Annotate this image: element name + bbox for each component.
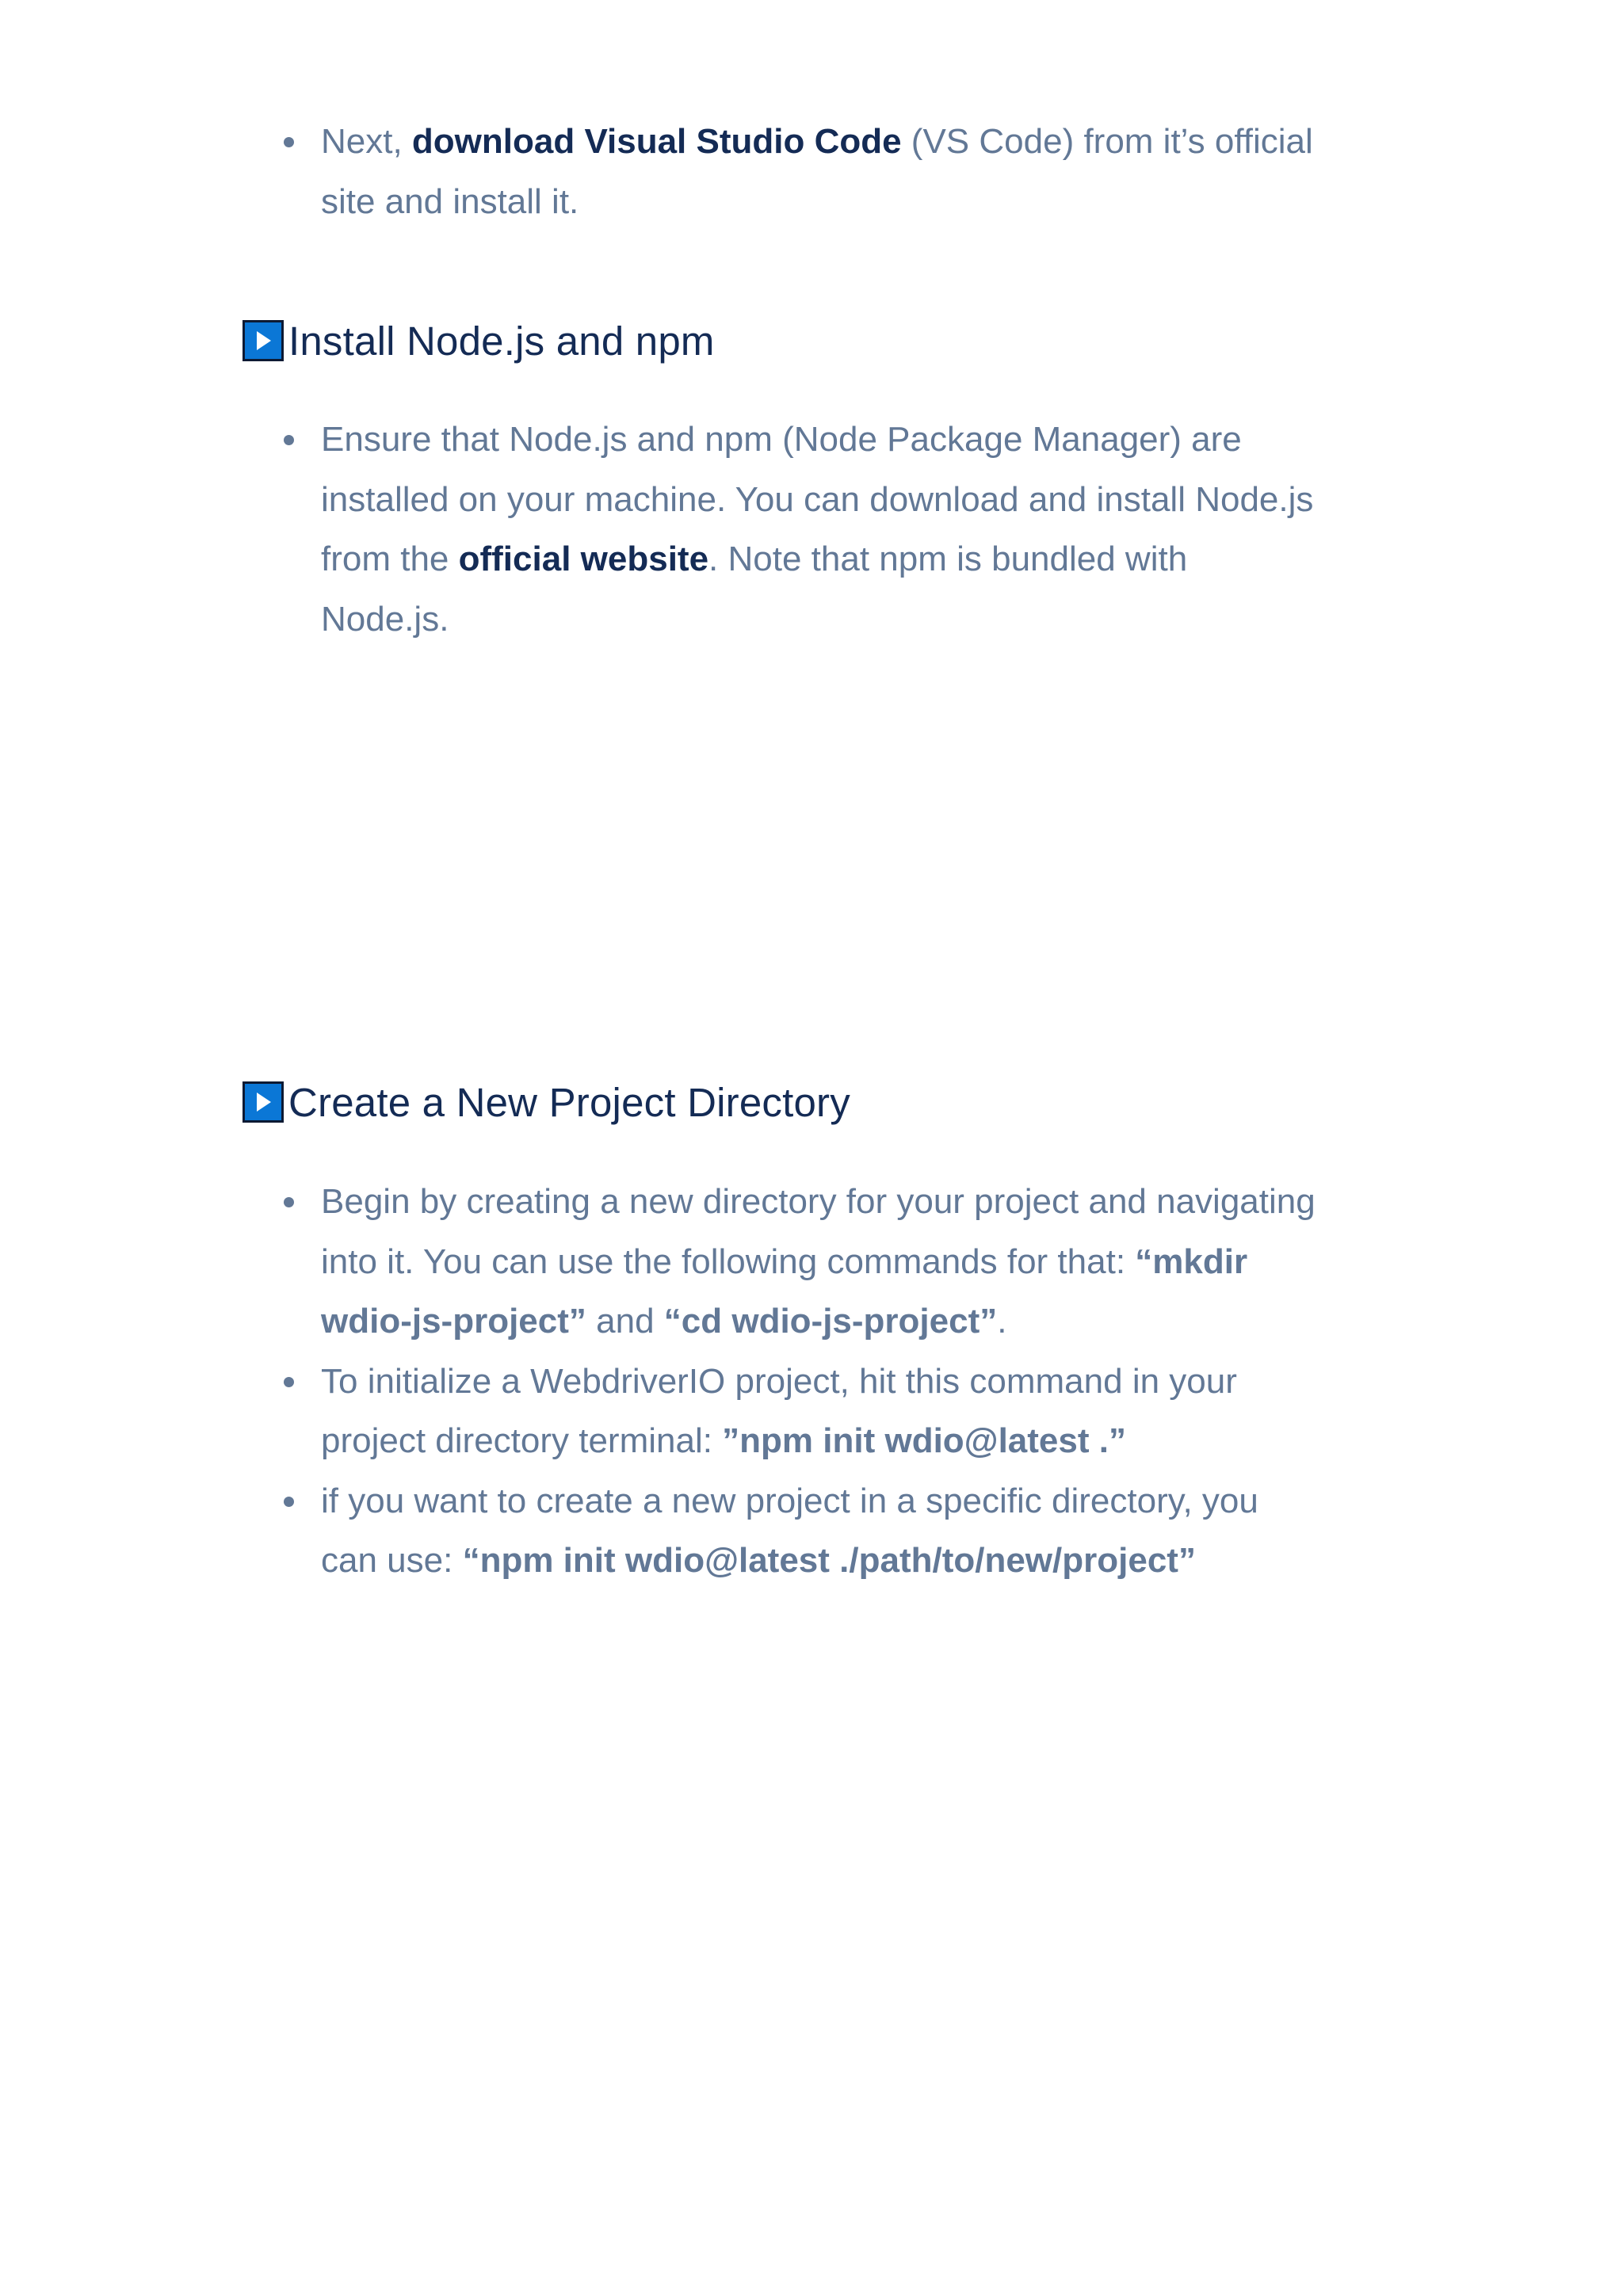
list-item [281, 1172, 1454, 1352]
text: into it. You can use the following commands for that: [321, 1241, 1136, 1281]
bullet-dot [284, 1197, 294, 1207]
text: can use: [321, 1541, 463, 1580]
project-list [281, 1172, 1454, 1591]
bold-text: download Visual Studio Code [411, 122, 902, 161]
text: (VS Code) from it’s official [901, 122, 1313, 161]
bullet-dot [284, 1377, 294, 1387]
text: and [586, 1302, 664, 1341]
bullet-dot [284, 137, 294, 147]
bullet-dot [284, 1497, 294, 1507]
bullet-dot [284, 435, 294, 445]
list-item [281, 410, 1454, 649]
list-item [281, 1471, 1454, 1591]
section-heading-project [242, 1077, 850, 1127]
text: Node.js. [321, 599, 449, 639]
play-button-icon [242, 1081, 284, 1123]
text: To initialize a WebdriverIO project, hit this command in your [321, 1361, 1237, 1401]
heading-text: Create a New Project Directory [288, 1079, 850, 1125]
play-button-icon [242, 320, 284, 361]
command-text: “npm init wdio@latest ./path/to/new/project” [462, 1541, 1196, 1580]
section-heading-node [242, 315, 715, 366]
text: . [997, 1302, 1007, 1341]
text: if you want to create a new project in a specific directory, you [321, 1481, 1258, 1520]
text: Ensure that Node.js and npm (Node Package Manager) are [321, 420, 1242, 459]
command-text: “mkdir [1135, 1241, 1248, 1281]
text: Begin by creating a new directory for your project and navigating [321, 1182, 1316, 1221]
text: site and install it. [321, 181, 579, 221]
official-website-link[interactable]: official website [458, 540, 709, 578]
command-text: “cd wdio-js-project” [663, 1302, 998, 1341]
list-item [281, 1352, 1454, 1471]
text: Next, [321, 122, 412, 161]
command-text: ”npm init wdio@latest .” [722, 1421, 1126, 1460]
list-item [281, 112, 1454, 231]
intro-list [281, 112, 1454, 231]
text: from the [321, 540, 459, 578]
command-text: wdio-js-project” [321, 1302, 586, 1341]
node-list [281, 410, 1454, 649]
text: . Note that npm is bundled with [708, 540, 1188, 578]
text: project directory terminal: [321, 1421, 723, 1460]
text: installed on your machine. You can download and install Node.js [321, 479, 1314, 519]
heading-text: Install Node.js and npm [288, 318, 715, 364]
